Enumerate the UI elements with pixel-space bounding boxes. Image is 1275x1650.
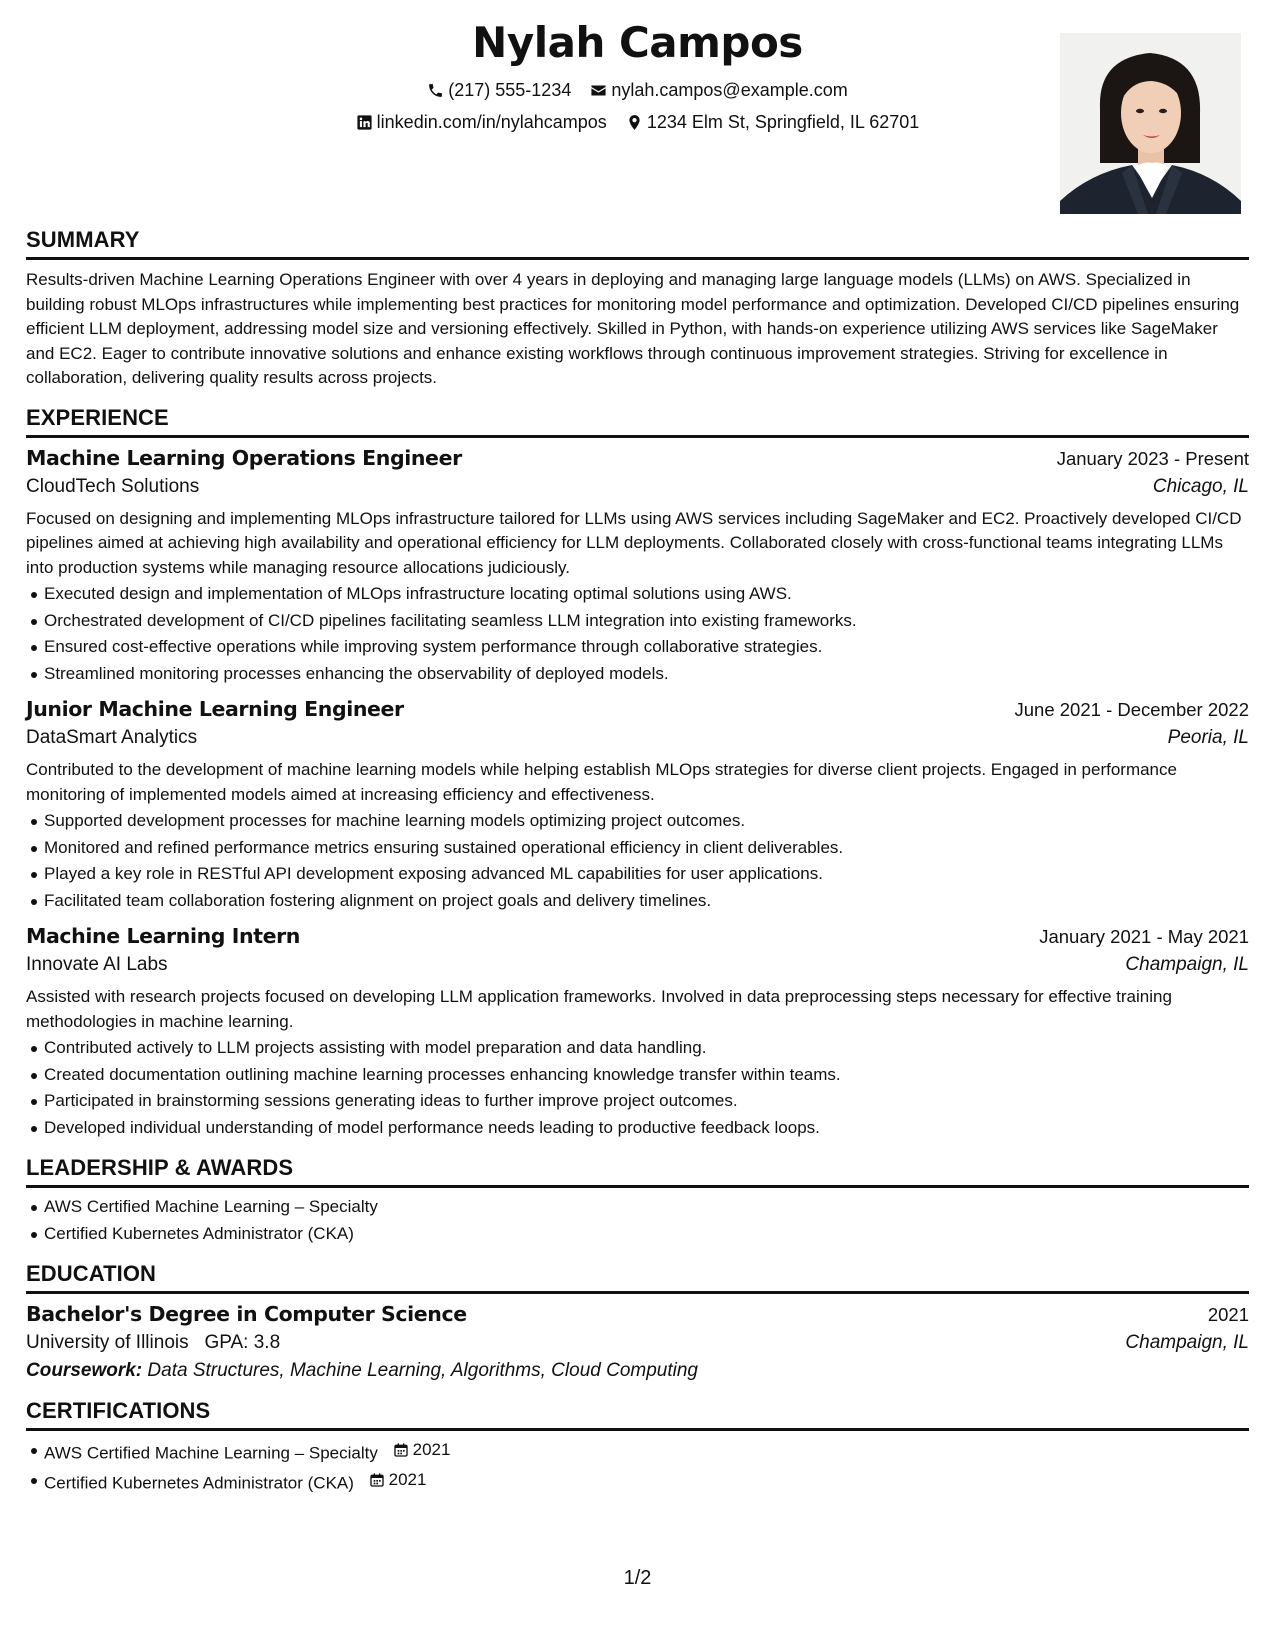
- job-bullets: [26, 581, 1249, 687]
- list-item: Participated in brainstorming sessions generating ideas to further improve project outcomes.: [26, 1088, 1249, 1115]
- summary-text: Results-driven Machine Learning Operations Engineer with over 4 years in deploying and managing large language models (LLMs) on AWS. Specialized in building robust MLOps infrastructures while implementing best practices for monitoring model performance and optimization. Developed CI/CD pipelines ensuring efficient LLM deployment, addressing model size and versioning effectively. Skilled in Python, with hands-on experience utilizing AWS services like SageMaker and EC2. Eager to contribute innovative solutions and enhance existing workflows through continuous improvement strategies. Striving for excellence in collaboration, delivering quality results across projects.: [26, 270, 1240, 387]
- experience-heading: EXPERIENCE: [26, 405, 1249, 438]
- list-item: AWS Certified Machine Learning – Specialty: [26, 1194, 1249, 1221]
- candidate-name: Nylah Campos: [472, 18, 803, 67]
- job-location: Chicago, IL: [1152, 475, 1249, 497]
- certifications-list: [26, 1437, 1249, 1497]
- email-text: nylah.campos@example.com: [611, 80, 848, 100]
- degree-title: Bachelor's Degree in Computer Science: [26, 1302, 467, 1326]
- gpa-text: GPA: 3.8: [204, 1332, 281, 1353]
- linkedin-icon: [356, 114, 373, 131]
- list-item: Created documentation outlining machine learning processes enhancing knowledge transfer within teams.: [26, 1062, 1249, 1089]
- certification-date: [393, 1437, 451, 1464]
- list-item: Facilitated team collaboration fostering alignment on project goals and delivery timelines.: [26, 888, 1249, 915]
- school-line: [26, 1332, 280, 1354]
- list-item: Supported development processes for machine learning models optimizing project outcomes.: [26, 808, 1249, 835]
- job-dates: January 2021 - May 2021: [1039, 926, 1249, 947]
- address-contact: [626, 112, 920, 133]
- certification-name: Certified Kubernetes Administrator (CKA): [44, 1473, 354, 1492]
- map-pin-icon: [626, 114, 643, 131]
- phone-text: (217) 555-1234: [448, 80, 572, 100]
- list-item: Executed design and implementation of MLOps infrastructure locating optimal solutions using AWS.: [26, 581, 1249, 608]
- job-location: Champaign, IL: [1125, 954, 1249, 975]
- experience-section: [26, 405, 1249, 1142]
- job-dates: June 2021 - December 2022: [1014, 699, 1249, 720]
- school-location: Champaign, IL: [1125, 1332, 1249, 1353]
- calendar-icon: [369, 1472, 385, 1488]
- page-number: 1/2: [623, 1567, 652, 1589]
- list-item: Orchestrated development of CI/CD pipelines facilitating seamless LLM integration into existing frameworks.: [26, 608, 1249, 635]
- linkedin-contact[interactable]: [356, 112, 607, 133]
- profile-photo: [1060, 33, 1241, 214]
- list-item: Developed individual understanding of model performance needs leading to productive feedback loops.: [26, 1115, 1249, 1142]
- job-entry-2: [26, 697, 1249, 914]
- job-location: Peoria, IL: [1167, 727, 1249, 748]
- leadership-list: [26, 1194, 1249, 1247]
- leadership-heading: LEADERSHIP & AWARDS: [26, 1155, 1249, 1188]
- list-item: Monitored and refined performance metrics ensuring sustained operational efficiency in client deliverables.: [26, 835, 1249, 862]
- job-title: Machine Learning Operations Engineer: [26, 445, 462, 470]
- job-description: Assisted with research projects focused on developing LLM application frameworks. Involved in data preprocessing steps necessary for effective training methodologies in machine learning.: [26, 987, 1172, 1031]
- phone-contact[interactable]: [427, 80, 571, 101]
- list-item: Contributed actively to LLM projects assisting with model preparation and data handling.: [26, 1035, 1249, 1062]
- list-item: [26, 1437, 1249, 1467]
- education-heading: EDUCATION: [26, 1261, 1249, 1294]
- job-bullets: [26, 1035, 1249, 1141]
- leadership-section: [26, 1155, 1249, 1247]
- job-title: Machine Learning Intern: [26, 924, 301, 948]
- job-title: Junior Machine Learning Engineer: [26, 697, 404, 721]
- linkedin-text: linkedin.com/in/nylahcampos: [376, 112, 607, 132]
- job-company: CloudTech Solutions: [26, 475, 200, 497]
- certification-year: 2021: [388, 1469, 427, 1489]
- graduation-year: 2021: [1207, 1304, 1249, 1325]
- summary-section: [26, 227, 1249, 391]
- certifications-section: [26, 1398, 1249, 1497]
- list-item: Streamlined monitoring processes enhancing the observability of deployed models.: [26, 661, 1249, 688]
- job-description: Focused on designing and implementing MLOps infrastructure tailored for LLMs using AWS services including SageMaker and EC2. Proactively developed CI/CD pipelines aimed at achieving high availability and operational efficiency for LLM deployments. Collaborated closely with cross-functional teams integrating LLMs into production systems while managing resource allocations judiciously.: [26, 508, 1242, 577]
- job-company: DataSmart Analytics: [26, 727, 198, 748]
- job-bullets: [26, 808, 1249, 914]
- list-item: Ensured cost-effective operations while improving system performance through collaborative strategies.: [26, 634, 1249, 661]
- address-text: 1234 Elm St, Springfield, IL 62701: [646, 112, 920, 132]
- coursework-text: Data Structures, Machine Learning, Algorithms, Cloud Computing: [147, 1360, 698, 1381]
- list-item: Certified Kubernetes Administrator (CKA): [26, 1221, 1249, 1248]
- resume-header: [26, 0, 1249, 215]
- list-item: Played a key role in RESTful API development exposing advanced ML capabilities for user applications.: [26, 861, 1249, 888]
- coursework-label: Coursework:: [26, 1360, 143, 1381]
- job-description: Contributed to the development of machine learning models while helping establish MLOps strategies for diverse client projects. Engaged in performance monitoring of implemented models aimed at increasing efficiency and effectiveness.: [26, 760, 1177, 804]
- certifications-heading: CERTIFICATIONS: [26, 1398, 1249, 1431]
- school-name: University of Illinois: [26, 1332, 189, 1353]
- certification-name: AWS Certified Machine Learning – Specialty: [44, 1443, 378, 1463]
- envelope-icon: [590, 82, 607, 99]
- job-dates: January 2023 - Present: [1056, 447, 1249, 469]
- job-company: Innovate AI Labs: [26, 954, 168, 975]
- email-contact[interactable]: [590, 80, 847, 101]
- phone-icon: [427, 82, 444, 99]
- certification-year: 2021: [412, 1440, 451, 1459]
- certification-date: [369, 1467, 427, 1494]
- summary-heading: SUMMARY: [26, 227, 1249, 260]
- list-item: [26, 1467, 1249, 1497]
- job-entry-1: [26, 446, 1249, 688]
- job-entry-3: [26, 924, 1249, 1141]
- education-section: [26, 1261, 1249, 1382]
- calendar-icon: [393, 1442, 409, 1458]
- coursework-line: [26, 1360, 1249, 1382]
